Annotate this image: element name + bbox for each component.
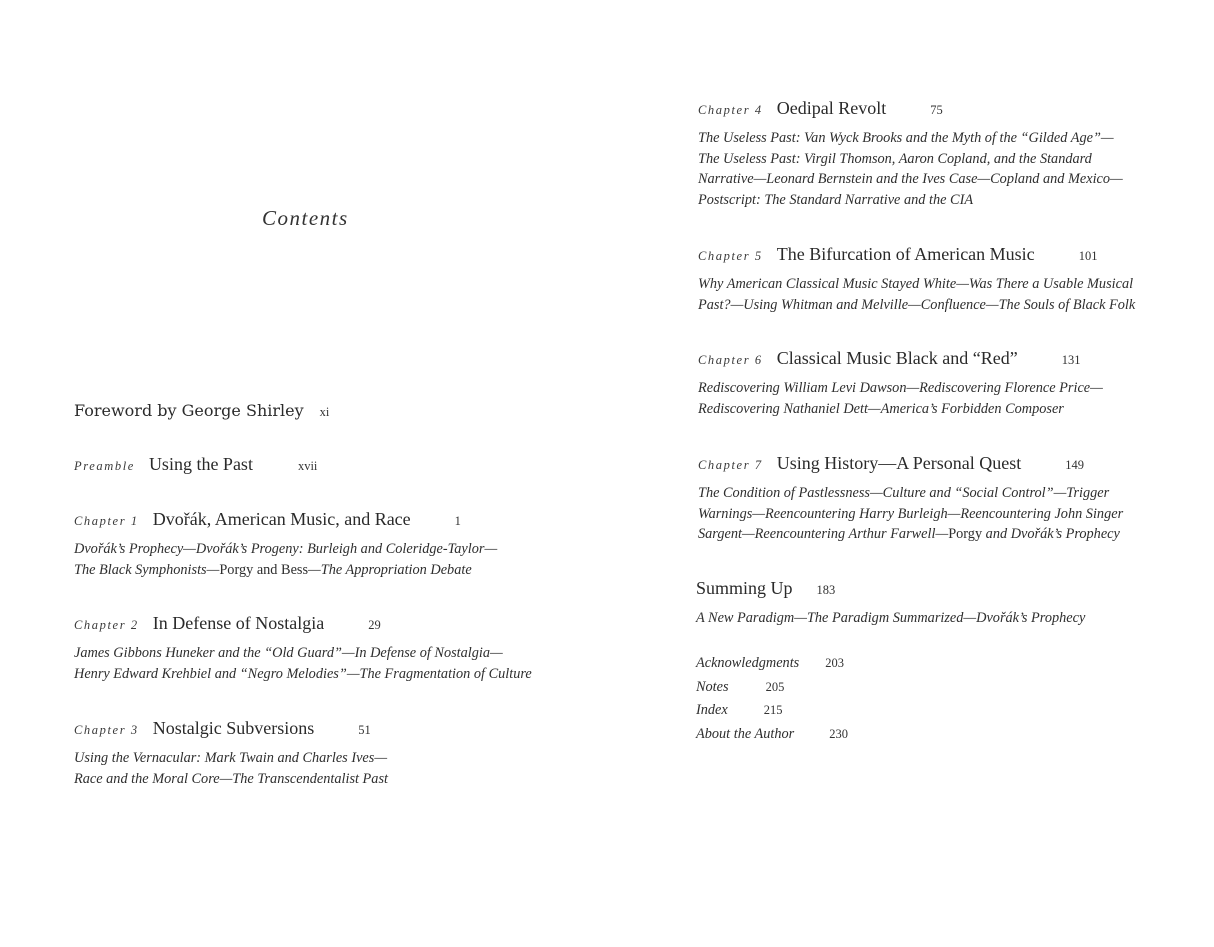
chapter-title: Classical Music Black and “Red” [776, 348, 1018, 368]
chapter-label: Chapter 7 [698, 458, 763, 472]
subtopic-segment: Sargent—Reencountering Arthur Farwell— [698, 526, 949, 543]
chapter-title: Dvořák, American Music, and Race [152, 509, 411, 529]
subtopic-segment: The Useless Past: Van Wyck Brooks and the Myth of the “Gilded Age”— [698, 130, 1114, 146]
subtopic-segment: James Gibbons Huneker and the “Old Guard”—In Defense of Nostalgia— [74, 645, 503, 661]
chapter-label: Chapter 2 [74, 618, 139, 632]
subtopic-line [698, 295, 1135, 316]
subtopic-segment: Rediscovering Nathaniel Dett—America’s Forbidden Composer [698, 400, 1064, 417]
subtopic-line [698, 190, 1123, 211]
roman-title-segment: Porgy and Bess [219, 561, 309, 578]
back-matter-page: 205 [765, 680, 785, 694]
summing-up-title: Summing Up [696, 578, 793, 598]
subtopic-segment: —The Appropriation Debate [308, 561, 472, 578]
chapter-label: Chapter 5 [698, 249, 763, 263]
chapter-entry [698, 453, 1123, 545]
back-matter-label: Acknowledgments [696, 655, 800, 671]
back-matter-item [696, 702, 783, 719]
preamble-page: xvii [297, 459, 318, 473]
subtopic-segment: Dvořák’s Prophecy—Dvořák’s Progeny: Burleigh and Coleridge-Taylor— [74, 541, 498, 557]
right-page [607, 0, 1214, 947]
subtopic-segment: The Useless Past: Virgil Thomson, Aaron Copland, and the Standard [698, 150, 1092, 167]
chapter-entry [698, 348, 1103, 419]
subtopic-segment: The Condition of Pastlessness—Culture and “Social Control”—Trigger [698, 485, 1110, 501]
subtopic-segment: The Black Symphonists— [74, 561, 220, 578]
chapter-label: Chapter 1 [74, 514, 139, 528]
foreword-label: Foreword by George Shirley [74, 401, 304, 420]
chapter-page: 51 [358, 723, 371, 737]
chapter-subtopics [74, 539, 497, 580]
chapter-page: 75 [930, 103, 943, 117]
subtopic-segment: Race and the Moral Core—The Transcendentalist Past [74, 770, 388, 787]
subtopic-segment: Why American Classical Music Stayed White—Was There a Usable Musical [698, 276, 1134, 292]
chapter-entry [74, 509, 497, 580]
chapter-title: The Bifurcation of American Music [776, 244, 1035, 264]
foreword-page: xi [319, 405, 330, 419]
chapter-title: In Defense of Nostalgia [152, 613, 325, 633]
chapter-title: Nostalgic Subversions [152, 718, 315, 738]
subtopic-line [74, 539, 497, 560]
chapter-subtopics [698, 378, 1103, 419]
chapter-page: 1 [454, 514, 461, 528]
chapter-page: 29 [368, 618, 381, 632]
subtopic-line [74, 748, 388, 769]
summing-up-entry [696, 578, 1085, 629]
subtopic-line [698, 399, 1103, 420]
chapter-entry [698, 244, 1135, 315]
chapter-title: Using History—A Personal Quest [776, 453, 1022, 473]
chapter-label: Chapter 4 [698, 103, 763, 117]
subtopic-line [696, 608, 1085, 629]
back-matter-page: 203 [825, 656, 844, 670]
subtopic-segment: Postscript: The Standard Narrative and the CIA [698, 191, 974, 208]
subtopic-line [698, 169, 1123, 190]
subtopic-line [74, 664, 532, 685]
subtopic-line [698, 504, 1123, 525]
chapter-label: Chapter 3 [74, 723, 139, 737]
back-matter-item [696, 655, 844, 672]
back-matter-page: 215 [763, 703, 783, 717]
chapter-entry [74, 613, 532, 684]
summing-up-page: 183 [816, 583, 836, 597]
subtopic-segment: Warnings—Reencountering Harry Burleigh—Reencountering John Singer [698, 505, 1124, 522]
subtopic-line [74, 769, 388, 790]
back-matter-label: About the Author [696, 726, 795, 742]
chapter-page: 101 [1078, 249, 1098, 263]
subtopic-segment: Henry Edward Krehbiel and “Negro Melodies”—The Fragmentation of Culture [74, 665, 532, 682]
chapter-label: Chapter 6 [698, 353, 763, 367]
chapter-page: 131 [1061, 353, 1081, 367]
chapter-subtopics [74, 748, 388, 789]
summing-up-subtopics [696, 608, 1085, 629]
subtopic-segment: Narrative—Leonard Bernstein and the Ives Case—Copland and Mexico— [698, 171, 1123, 188]
chapter-entry [698, 98, 1123, 210]
back-matter-item [696, 679, 784, 696]
back-matter-label: Notes [696, 679, 729, 695]
subtopic-segment: Past?—Using Whitman and Melville—Confluence—The Souls of Black Folk [698, 296, 1136, 313]
back-matter-label: Index [696, 702, 728, 718]
roman-title-segment: Porgy [948, 526, 983, 543]
chapter-title: Oedipal Revolt [776, 98, 887, 118]
subtopic-segment: and Dvořák’s Prophecy [982, 526, 1120, 543]
subtopic-segment: A New Paradigm—The Paradigm Summarized—Dvořák’s Prophecy [696, 610, 1086, 626]
subtopic-line [698, 128, 1123, 149]
foreword-entry [74, 401, 329, 420]
chapter-page: 149 [1065, 458, 1084, 472]
preamble-title: Using the Past [148, 454, 253, 474]
preamble-label: Preamble [74, 459, 135, 473]
subtopic-line [698, 524, 1123, 545]
subtopic-line [698, 149, 1123, 170]
subtopic-line [698, 274, 1135, 295]
subtopic-line [74, 560, 497, 581]
preamble-entry [74, 454, 317, 475]
chapter-entry [74, 718, 388, 789]
back-matter-page: 230 [829, 727, 848, 741]
back-matter-item [696, 726, 848, 743]
contents-heading: Contents [262, 206, 349, 230]
chapter-subtopics [74, 643, 532, 684]
subtopic-line [698, 483, 1123, 504]
chapter-subtopics [698, 274, 1135, 315]
subtopic-line [74, 643, 532, 664]
chapter-subtopics [698, 483, 1123, 545]
subtopic-segment: Rediscovering William Levi Dawson—Rediscovering Florence Price— [698, 380, 1103, 396]
chapter-subtopics [698, 128, 1123, 210]
subtopic-line [698, 378, 1103, 399]
subtopic-segment: Using the Vernacular: Mark Twain and Charles Ives— [74, 750, 388, 766]
